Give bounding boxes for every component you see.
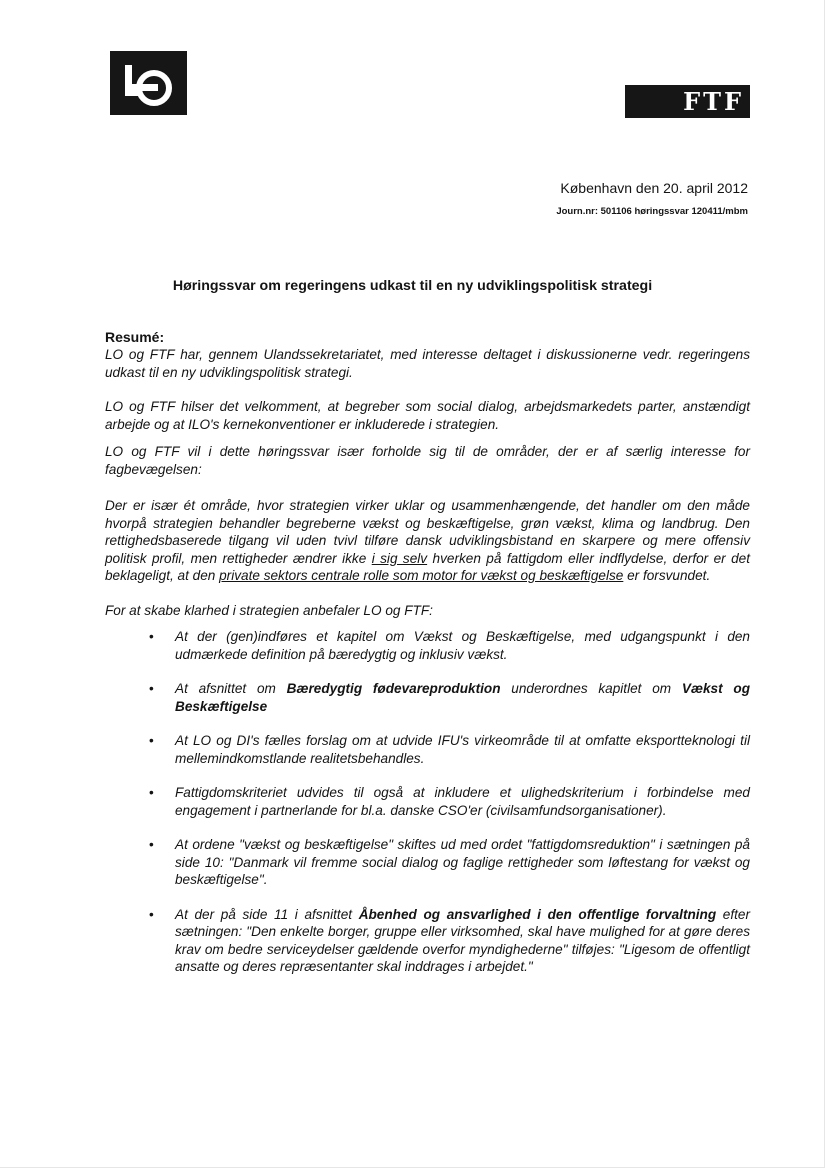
resume-paragraph-1: LO og FTF har, gennem Ulandssekretariatet, med interesse deltaget i diskussionerne vedr. regeringens udkast til en ny udviklingspolitisk strategi. <box>105 347 750 380</box>
r2-text-c: underordnes kapitlet om <box>500 681 682 696</box>
ftf-logo: FTF <box>625 85 750 118</box>
bullet: • <box>149 785 154 800</box>
list-item <box>149 784 750 819</box>
recommendation-2 <box>175 681 750 714</box>
p4-underline-1: i sig selv <box>371 550 428 566</box>
recommendation-5: At ordene "vækst og beskæftigelse" skiftes ud med ordet "fattigdomsreduktion" i sætningen på side 10: "Danmark vil fremme social dialog og faglige rettigheder som løftestang for vækst og beskæftigelse". <box>175 837 750 887</box>
p4-underline-2: private sektors centrale rolle som motor for vækst og beskæftigelse <box>219 568 624 583</box>
bullet: • <box>149 837 154 852</box>
resume-heading: Resumé: <box>105 329 165 345</box>
document-title: Høringssvar om regeringens udkast til en ny udviklingspolitisk strategi <box>172 278 653 294</box>
document-body <box>105 328 750 993</box>
recommendation-3: At LO og DI's fælles forslag om at udvide IFU's virkeområde til at omfatte eksportteknologi til mellemindkomstlande realitetsbehandles. <box>175 733 750 766</box>
recommendation-4: Fattigdomskriteriet udvides til også at inkludere et ulighedskriterium i forbindelse med engagement i partnerlande for bl.a. danske CSO'er (civilsamfundsorganisationer). <box>175 785 750 818</box>
lo-logo-mark <box>110 51 187 115</box>
list-item <box>149 628 750 663</box>
recommendation-6 <box>175 907 750 975</box>
list-item <box>149 906 750 976</box>
list-item <box>149 836 750 889</box>
p4-text-b: hverken på fattigdom eller indflydelse, derfor er det beklageligt, at den <box>105 550 750 583</box>
r2-bold-1: Bæredygtig fødevareproduktion <box>286 681 501 696</box>
r6-text-c: efter sætningen: "Den enkelte borger, gruppe eller virksomhed, skal have mulighed for at gøre deres krav om bedre serviceydelser gældende overfor myndighederne" tilføjes: "Ligesom de offentligt ansatte og deres repræsentanter skal inddrages i arbejdet." <box>175 906 751 974</box>
lo-logo <box>110 51 187 115</box>
recommendations-list <box>105 628 750 976</box>
list-item <box>149 680 750 715</box>
p4-text-a: Der er især ét område, hvor strategien virker uklar og usammenhængende, det handler om den måde hvorpå strategien behandler begreberne vækst og beskæftigelse, grøn vækst, klima og landbrug. Den rettighedsbaserede tilgang vil uden tvivl tilføre dansk udviklingsbistand en skarpere og mere offensiv politisk profil, men rettigheder ændrer ikke <box>105 498 750 566</box>
p4-text-c: er forsvundet. <box>623 568 711 583</box>
resume-paragraph-2: LO og FTF hilser det velkomment, at begreber som social dialog, arbejdsmarkedets parter, anstændigt arbejde og at ILO's kernekonventioner er inkluderede i strategien. <box>105 399 750 432</box>
bullet: • <box>149 906 154 922</box>
r2-bold-2: Vækst og Beskæftigelse <box>175 681 751 714</box>
recommendations-intro: For at skabe klarhed i strategien anbefaler LO og FTF: <box>105 602 433 618</box>
resume-paragraph-4 <box>105 497 750 585</box>
bullet: • <box>149 629 154 644</box>
dateline: København den 20. april 2012 <box>560 180 748 196</box>
r6-text-a: At der på side 11 i afsnittet <box>175 906 359 922</box>
resume-paragraph-3: LO og FTF vil i dette høringssvar især forholde sig til de områder, der er af særlig interesse for fagbevægelsen: <box>105 444 750 477</box>
r2-text-a: At afsnittet om <box>175 681 287 696</box>
bullet: • <box>149 733 154 748</box>
recommendation-1: At der (gen)indføres et kapitel om Vækst og Beskæftigelse, med udgangspunkt i den udmærkede definition på bæredygtig og inklusiv vækst. <box>175 629 750 662</box>
journal-number: Journ.nr: 501106 høringssvar 120411/mbm <box>556 206 748 217</box>
r6-bold: Åbenhed og ansvarlighed i den offentlige forvaltning <box>358 906 717 922</box>
list-item <box>149 732 750 767</box>
bullet: • <box>149 681 154 696</box>
